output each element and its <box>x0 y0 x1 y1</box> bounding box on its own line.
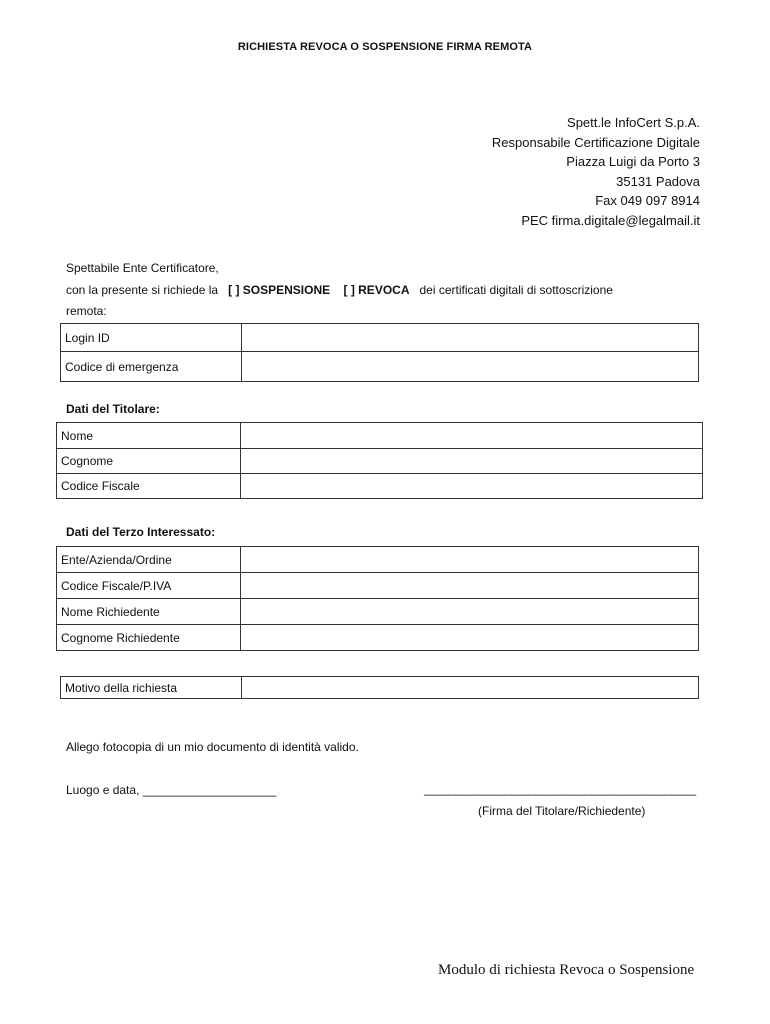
field-label: Nome Richiedente <box>57 599 241 625</box>
third-party-section-title: Dati del Terzo Interessato: <box>66 525 216 539</box>
request-line <box>66 283 613 297</box>
recipient-line: Responsabile Certificazione Digitale <box>491 134 700 150</box>
attachment-note: Allego fotocopia di un mio documento di identità valido. <box>66 740 359 754</box>
requester-surname-input[interactable] <box>241 625 699 651</box>
request-prefix: con la presente si richiede la <box>66 283 219 297</box>
recipient-line: Fax 049 097 8914 <box>595 193 700 208</box>
name-input[interactable] <box>241 423 703 449</box>
emergency-code-input[interactable] <box>242 352 699 382</box>
request-end: remota: <box>66 304 107 318</box>
vat-input[interactable] <box>241 573 699 599</box>
greeting: Spettabile Ente Certificatore, <box>66 261 219 275</box>
field-label: Codice di emergenza <box>61 352 242 382</box>
holder-section-title: Dati del Titolare: <box>66 402 160 416</box>
signature-line[interactable]: ____________________________________________ <box>424 782 696 796</box>
recipient-pec: PEC firma.digitale@legalmail.it <box>521 212 700 228</box>
organization-input[interactable] <box>241 547 699 573</box>
field-label: Cognome Richiedente <box>57 625 241 651</box>
document-title: RICHIESTA REVOCA O SOSPENSIONE FIRMA REMOTA <box>237 41 533 53</box>
field-label: Ente/Azienda/Ordine <box>57 547 241 573</box>
request-suffix: dei certificati digitali di sottoscrizione <box>419 283 613 297</box>
requester-name-input[interactable] <box>241 599 699 625</box>
login-table <box>60 323 699 382</box>
field-label: Cognome <box>57 449 241 474</box>
field-label: Login ID <box>61 324 242 352</box>
revocation-checkbox[interactable]: [ ] REVOCA <box>343 283 410 297</box>
field-label: Motivo della richiesta <box>61 677 242 699</box>
place-date-field[interactable]: Luogo e data, ____________________ <box>66 783 277 797</box>
recipient-line: 35131 Padova <box>616 173 700 189</box>
third-party-table <box>56 546 699 651</box>
recipient-line: Spett.le InfoCert S.p.A. <box>567 115 700 130</box>
suspension-checkbox[interactable]: [ ] SOSPENSIONE <box>228 283 331 297</box>
page-footer: Modulo di richiesta Revoca o Sospensione <box>438 962 695 978</box>
field-label: Codice Fiscale <box>57 474 241 499</box>
field-label: Codice Fiscale/P.IVA <box>57 573 241 599</box>
recipient-address <box>492 113 700 230</box>
reason-input[interactable] <box>242 677 699 699</box>
field-label: Nome <box>57 423 241 449</box>
surname-input[interactable] <box>241 449 703 474</box>
tax-code-input[interactable] <box>241 474 703 499</box>
recipient-line: Piazza Luigi da Porto 3 <box>566 154 700 169</box>
holder-table <box>56 422 703 499</box>
reason-table <box>60 676 699 699</box>
signature-caption: (Firma del Titolare/Richiedente) <box>478 804 646 818</box>
login-id-input[interactable] <box>242 324 699 352</box>
